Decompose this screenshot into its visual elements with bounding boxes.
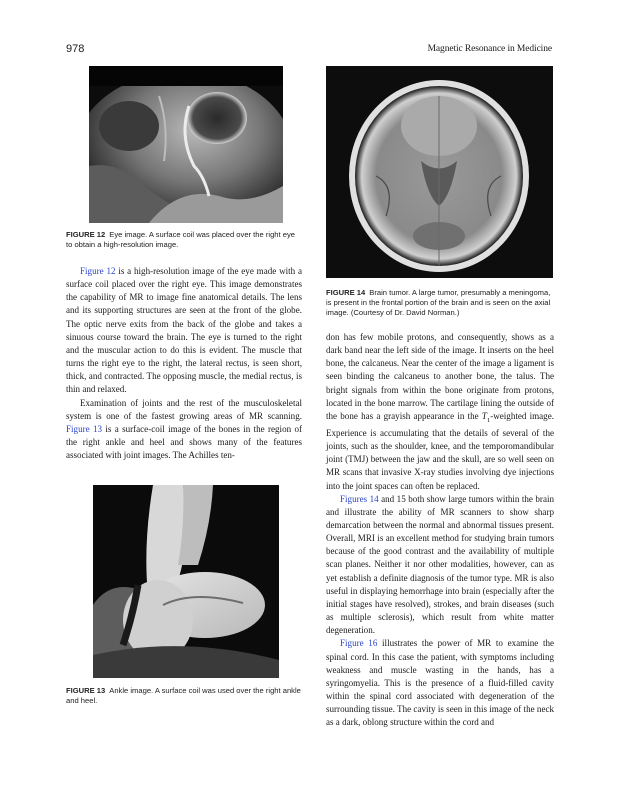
paragraph	[66, 265, 302, 397]
figure-16-link[interactable]: Figure 16	[340, 638, 378, 649]
mri-brain-icon	[326, 66, 553, 278]
figure-label: FIGURE 12	[66, 230, 106, 239]
paragraph	[326, 637, 554, 729]
figure-12-link[interactable]: Figure 12	[80, 266, 116, 276]
figure-12-caption	[66, 230, 302, 250]
mri-ankle-icon	[93, 485, 279, 678]
figure-label: FIGURE 13	[66, 686, 106, 695]
caption-text: Ankle image. A surface coil was used over the right ankle and heel.	[66, 686, 301, 705]
figure-14-image	[326, 66, 553, 278]
figure-14-link[interactable]: Figures 14	[340, 493, 379, 504]
paragraph-text: is a high-resolution image of the eye made with a surface coil placed over the right eye. This image demonstrates the capability of MR to image fine anatomical details. The lens and its supporting structures are seen at the front of the globe. The optic nerve exits from the back of the globe and takes a sinuous course toward the brain. The eye is turned to the right and the muscular action to do this is evident. The muscle that turns the right eye to the right, the lateral rectus, is seen short, thick, and contracted. The opposing muscle, the medial rectus, is thin and relaxed.	[66, 266, 302, 395]
figure-13-caption	[66, 686, 302, 706]
paragraph-text: is a surface-coil image of the bones in the region of the right ankle and heel and shows many of the features associated with joint images. The Achilles ten-	[66, 423, 302, 461]
paragraph-text: Examination of joints and the rest of the musculoskeletal system is one of the fastest growing areas of MR scanning.	[66, 397, 302, 421]
caption-text: Brain tumor. A large tumor, presumably a meningoma, is present in the frontal portion of the brain and is seen on the axial image. (Courtesy of Dr. David Norman.)	[326, 288, 551, 317]
figure-14-caption	[326, 288, 554, 318]
paragraph	[326, 331, 554, 493]
left-column-text	[66, 265, 302, 462]
paragraph-text: and 15 both show large tumors within the brain and illustrate the ability of MR scanners to show sharp demarcation between the normal and abnormal tissues present. Overall, MRI is an excellent method for studying brain tumors because of the good contrast and the availability of multiple scan planes. Neither it nor other modalities, however, can as yet establish a definite diagnosis of the tumor type. MR is also useful in displaying hemorrhage into brain (especially after the initial stages have resolved), strokes, and brain diseases (such as multiple sclerosis), which result from white matter degeneration.	[326, 493, 555, 636]
figure-13-link[interactable]: Figure 13	[66, 423, 103, 434]
figure-12-image	[89, 66, 283, 223]
running-head: Magnetic Resonance in Medicine	[427, 44, 552, 54]
t1-symbol: T	[481, 410, 487, 421]
mri-eye-icon	[89, 66, 283, 223]
paragraph-text: illustrates the power of MR to examine the spinal cord. In this case the patient, with symptoms including weakness and muscle wasting in the hands, has a syringomyelia. This is the presence of a fluid-filled cavity within the spinal cord associated with degeneration of the surrounding tissue. The cavity is seen in this image of the neck as a dark, oblong structure within the cord and	[326, 638, 554, 728]
page-number: 978	[66, 43, 85, 55]
paragraph	[326, 493, 554, 638]
figure-13-image	[93, 485, 279, 678]
figure-label: FIGURE 14	[326, 288, 366, 297]
right-column-text	[326, 331, 554, 729]
paragraph	[66, 397, 302, 463]
caption-text: Eye image. A surface coil was placed over the right eye to obtain a high-resolution image.	[66, 230, 295, 249]
paragraph-text: don has few mobile protons, and consequently, shows as a dark band near the left side of the image. It inserts on the heel bone, the calcaneus. Near the center of the image a ligament is seen binding the calcaneus to another bone, the talus. The bright signals from within the bone originate from protons, located in the bone marrow. The cartilage lining the outside of the bone has a grayish appearance in the	[326, 332, 554, 421]
paragraph-text: -weighted image. Experience is accumulating that the details of several of the joints, such as the shoulder, knee, and the temporomandibular joint (TMJ) between the jaw and the skull, are so well seen on MR scans that invasive X-ray studies involving dye injections into the joint spaces can often be replaced.	[326, 410, 554, 491]
t1-subscript: 1	[486, 416, 491, 424]
